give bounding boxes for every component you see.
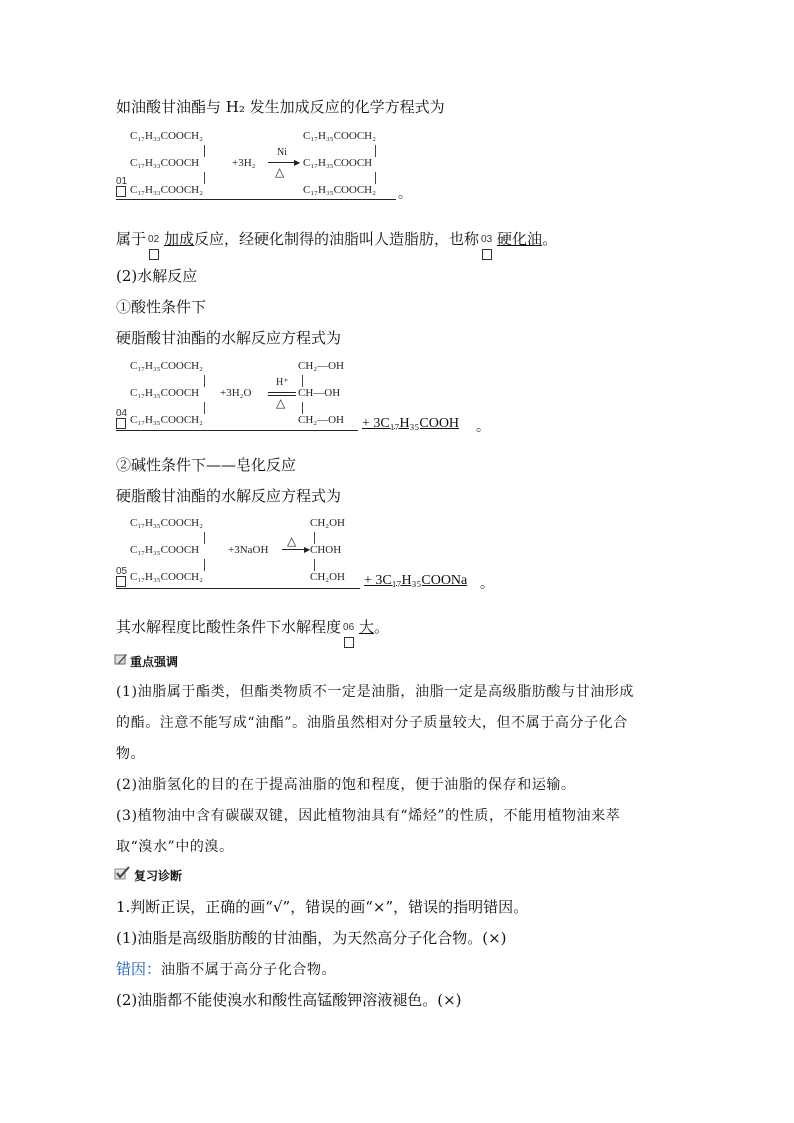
reagent: +3NaOH [228,544,269,556]
condition-bottom: △ [276,396,286,410]
blank-number: 03 [481,234,493,245]
acid-product-tail: + 3C₁₇H₃₅COOH [362,416,460,431]
reactant-line-2: C₁₇H₃₃COOCH [130,157,200,169]
blank-number: 05 [116,566,128,577]
emphasis-line: 取“溴水”中的溴。 [116,839,234,855]
reactant-line-3: C₁₇H₃₃COOCH₂ [130,184,203,196]
product-line-1: CH₂OH [310,517,346,529]
reagent: +3H₂O [220,387,252,399]
reactant-line-3: C₁₇H₃₅COOCH₂ [130,414,203,426]
section-hydrolysis: (2)水解反应 [116,267,198,285]
reactant-line-2: C₁₇H₃₅COOCH [130,544,200,556]
basic-desc: 硬脂酸甘油酯的水解反应方程式为 [116,487,342,505]
statement-1: (1)油脂是高级脂肪酸的甘油酯，为天然高分子化合物。(×) [116,929,507,947]
subsection-acidic: ①酸性条件下 [116,298,207,316]
review-heading: 复习诊断 [134,869,183,883]
emphasis-line: (3)植物油中含有碳碳双键，因此植物油具有“烯烃”的性质，不能用植物油来萃 [116,808,621,824]
product-line-3: CH₂OH [310,571,346,583]
emphasis-line: 的酯。注意不能写成“油酯”。油脂虽然相对分子质量较大，但不属于高分子化合 [116,715,628,731]
product-line-3: C₁₇H₃₅COOCH₂ [303,184,376,196]
blank-number: 06 [343,622,355,633]
reactant-line-2: C₁₇H₃₅COOCH [130,387,200,399]
reactant-line-1: C₁₇H₃₅COOCH₂ [130,517,203,529]
statement-2: (2)油脂都不能使溴水和酸性高锰酸钾溶液褪色。(×) [116,991,462,1009]
hydrolysis-degree-text: 其水解程度比酸性条件下水解程度 06 大。 [116,616,389,637]
reactant-line-1: C₁₇H₃₃COOCH₂ [130,130,203,142]
emphasis-line: 物。 [116,746,146,762]
error-reason-label: 错因： [116,960,162,978]
product-line-1: CH₂—OH [298,360,345,372]
product-line-2: C₁₇H₃₅COOCH [303,157,373,169]
answer-larger: 大 [359,618,375,636]
blank-number: 02 [148,234,160,245]
condition-top: Ni [277,147,287,158]
condition-bottom: △ [275,165,285,179]
condition-top: H⁺ [276,377,289,388]
answer-addition: 加成 [164,230,195,248]
reaction-type-text: 属于 02 加成反应，经硬化制得的油脂叫人造脂肪，也称 03 硬化油。 [116,228,557,249]
acidic-desc: 硬脂酸甘油酯的水解反应方程式为 [116,329,342,347]
subsection-basic: ②碱性条件下——皂化反应 [116,456,297,474]
basic-product-tail: + 3C₁₇H₃₅COONa [364,573,468,588]
blank-number: 01 [116,176,128,187]
product-line-1: C₁₇H₃₅COOCH₂ [303,130,376,142]
reactant-line-1: C₁₇H₃₅COOCH₂ [130,360,203,372]
error-reason: 错因：油脂不属于高分子化合物。 [116,960,337,978]
condition-top: △ [287,534,297,548]
pencil-icon [114,652,128,666]
question-1: 1.判断正误，正确的画“√”，错误的画“×”，错误的指明错因。 [116,898,529,916]
product-line-2: CH—OH [298,387,341,399]
blank-number: 04 [116,408,128,419]
emphasis-line: (2)油脂氢化的目的在于提高油脂的饱和程度，便于油脂的保存和运输。 [116,777,576,793]
reactant-line-3: C₁₇H₃₅COOCH₂ [130,571,203,583]
answer-hardened-oil: 硬化油 [497,230,543,248]
emphasis-heading: 重点强调 [130,655,179,669]
emphasis-line: (1)油脂属于酯类，但酯类物质不一定是油脂，油脂一定是高级脂肪酸与甘油形成 [116,684,635,700]
reagent: +3H₂ [232,157,256,169]
intro-text: 如油酸甘油酯与 H₂ 发生加成反应的化学方程式为 [116,98,445,116]
product-line-3: CH₂—OH [298,414,345,426]
product-line-2: CHOH [310,544,342,556]
checkmark-icon [114,866,130,880]
